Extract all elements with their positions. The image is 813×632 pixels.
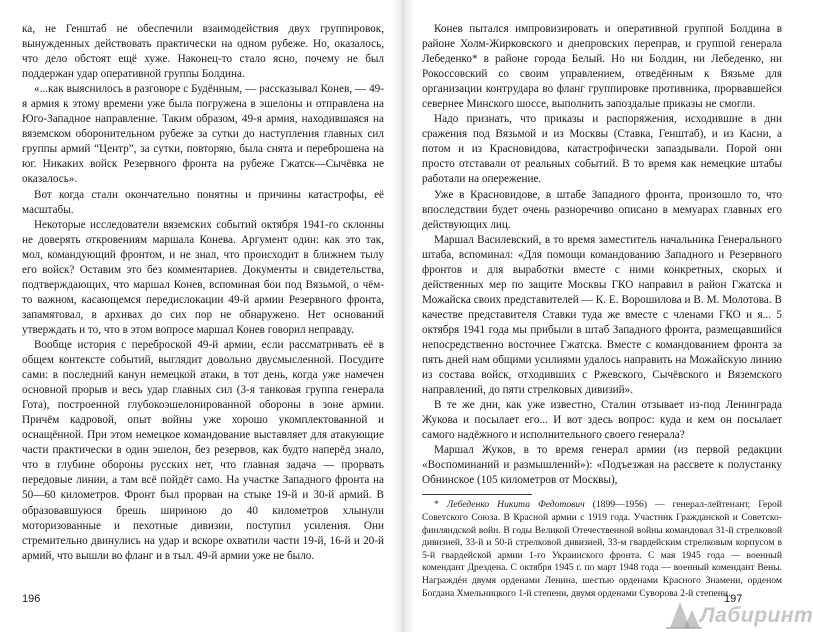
right-page-body (422, 22, 782, 488)
footnote: * Лебеденко Никита Федотович (1899—1956) — генерал-лейтенант, Герой Советского Союза. В Красной армии с 1919 года. Участник Гражданской и Советско-финляндской войн. В годы Великой Отечественной войны командовал 31-й стрелковой дивизией, 33-й и 50-й стрелковой дивизией, 33-м гвардейским стрелковым корпусом в 5-й гвардейской армии 1-го Украинского фронта. С мая 1945 года — военный комендант Дрездена. С октября 1945 г. по март 1948 года — военный комендант Вены. Награждён двумя орденами Ленина, шестью орденами Красного Знамени, орденом Богдана Хмельницкого 1-й степени, двумя орденами Суворова 2-й степени. (422, 499, 782, 599)
right-page-paragraph: Уже в Красновидове, в штабе Западного фронта, произошло то, что впоследствии будет очень разноречиво описано в мемуарах главных его действующих лиц. (422, 188, 782, 231)
footnote-name: Лебеденко Никита Федотович (446, 499, 585, 511)
right-page-paragraph: Надо признать, что приказы и распоряжения, исходившие в дни сражения под Вязьмой и из Москвы (Ставка, Генштаб), и из Касни, а потом и из Красновидова, катастрофически запаздывали. Порой они просто отставали от реальных событий. В то время как немецкие штабы работали на опережение. (422, 113, 782, 186)
page-number-right: 197 (724, 593, 743, 605)
left-page-paragraph: Вот когда стали окончательно понятны и причины катастрофы, её масштабы. (22, 188, 384, 216)
left-page-paragraph: Некоторые исследователи вяземских событий октября 1941-го склонны не доверять откровениям маршала Конева. Аргумент один: как это так, мол, командующий фронтом, и не знал, что происходит в ближнем тылу его войск? Оставим это без комментариев. Документы и свидетельства, подтверждающих, что маршал Конев, вспоминая бои под Вязьмой, о чём-то важном, касающемся передислокации 49-й армии Резервного фронта, запамятовал, в архивах до сих пор не обнаружено. Нет оснований утверждать и то, что в этом вопросе маршал Конев говорил неправду. (22, 218, 384, 336)
labirint-watermark: Лабиринт (700, 604, 813, 627)
left-page-paragraph: ка, не Генштаб не обеспечили взаимодействия двух группировок, вынужденных действовать практически на одном рубеже. Но, оказалось, что дело обстоят ещё хуже. Наконец-то стало ясно, почему не был поддержан удар оперативной группы Болдина. (22, 23, 384, 81)
book-gutter (392, 0, 414, 632)
right-page-paragraph: Маршал Василевский, в то время заместитель начальника Генерального штаба, вспоминал: «Для помощи командованию Западного и Резервного фронтов и для выработки вместе с ними конкретных, скорых и действенных мер по защите Москвы ГКО направил в район Гжатска и Можайска своих представителей — К. Е. Ворошилова и В. М. Молотова. В качестве представителя Ставки туда же вместе с членами ГКО и я... 5 октября 1941 года мы прибыли в штаб Западного фронта, размещавшийся непосредственно восточнее Гжатска. Вместе с командованием фронта за пять дней нам общими усилиями удалось направить на Можайскую линию из состава войск, отходивших с Ржевского, Сычёвского и Вяземского направлений, до пяти стрелковых дивизий». (422, 233, 782, 397)
right-page-paragraph: В те же дни, как уже известно, Сталин отзывает из-под Ленинграда Жукова и посылает его... И вот здесь вопрос: куда и кем он посылает самого надёжного и исполнительного своего генерала? (422, 399, 782, 442)
left-page (22, 22, 384, 564)
left-page-paragraph: «...как выяснилось в разговоре с Будённым, — рассказывал Конев, — 49-я армия к этому времени уже была погружена в эшелоны и отправлена на Юго-Западное направление. Таким образом, 49-я армия, находившаяся на вяземском оборонительном рубеже за сутки до наступления главных сил группы армий “Центр”, за сутки, повторяю, была снята и переброшена на юг. Никаких войск Резервного фронта на рубеже Гжатск—Сычёвка не оказалось». (22, 83, 384, 186)
right-page-paragraph: Конев пытался импровизировать и оперативной группой Болдина в районе Холм-Жирковского и днепровских переправ, и группой генерала Лебеденко* в районе города Белый. Но ни Болдин, ни Лебеденко, ни Рокоссовский со своим управлением, отведённым к Вязьме для организации контрудара во фланг группировке противника, прорвавшейся севернее Минского шоссе, выполнить запоздалые приказы не смогли. (422, 23, 782, 111)
left-page-paragraph: Вообще история с переброской 49-й армии, если рассматривать её в общем контексте событий, выглядит довольно двусмысленной. Посудите сами: в последний канун немецкой атаки, в тот день, когда уже намечен основной прорыв и весь удар главных сил (3-я танковая группа генерала Гота), построенной глубокоэшелонированной обороны в зоне армии. Причём кадровой, опыт войны уже хорошо укомплектованной и оснащённой. При этом немецкое командование выставляет для атакующие части практически в один эшелон, без резервов, как будто наперёд знало, что в глубине обороны русских нет, что главная задача — прорвать передовые линии, а там всё пойдёт само. На участке Западного фронта на 50—60 километров. Фронт был прорван на стыке 19-й и 30-й армий. В образовавшуюся брешь шириною до 40 километров хлынули моторизованные и пехотные дивизии, поступил усиления. Они стремительно двинулись на удар и вскоре охватили части 19-й, 16-й и 20-й армий, что вышли во фланг и в тыл. 49-й армии уже не было. (22, 338, 384, 562)
page-number-left: 196 (22, 593, 41, 605)
right-page (422, 22, 782, 600)
footnote-text: (1899—1956) — генерал-лейтенант, Герой Советского Союза. В Красной армии с 1919 года. Участник Гражданской и Советско-финляндской войн. В годы Великой Отечественной войны командовал 31-й стрелковой дивизией, 33-й и 50-й стрелковой дивизией, 33-м гвардейским стрелковым корпусом в 5-й гвардейской армии 1-го Украинского фронта. С мая 1945 года — военный комендант Дрездена. С октября 1945 г. по март 1948 года — военный комендант Вены. Награждён двумя орденами Ленина, шестью орденами Красного Знамени, орденом Богдана Хмельницкого 1-й степени, двумя орденами Суворова 2-й степени. (422, 499, 782, 599)
footnote-rule (422, 494, 532, 495)
right-page-paragraph: Маршал Жуков, в то время генерал армии (из первой редакции «Воспоминаний и размышлений»): «Подъезжая на рассвете к полустанку Обнинское (105 километров от Москвы), (422, 444, 782, 487)
